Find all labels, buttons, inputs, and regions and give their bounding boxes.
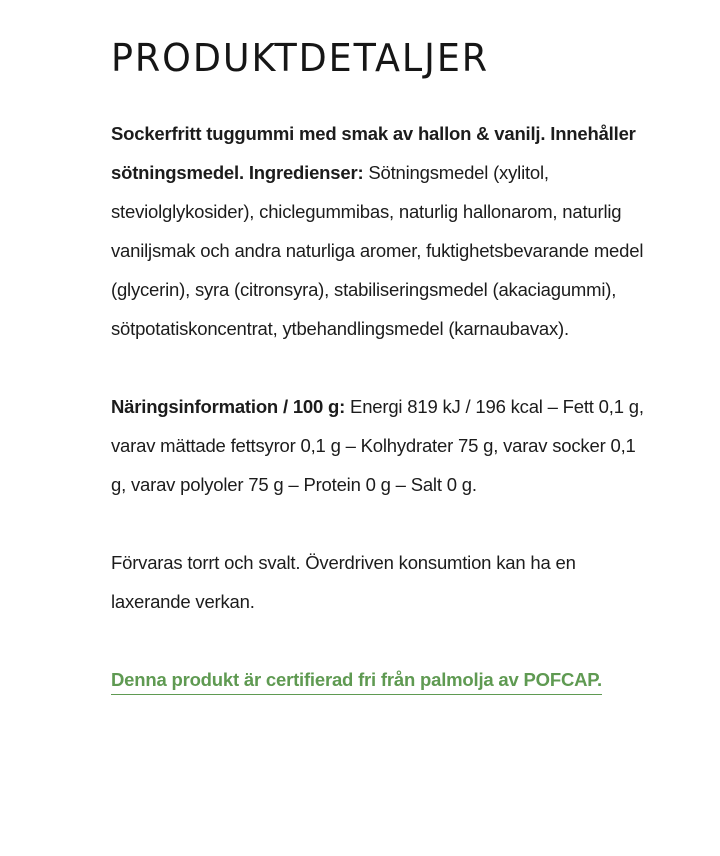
section-title: PRODUKTDETALJER	[111, 36, 490, 80]
product-lead: Sockerfritt tuggummi med smak av hallon & vanilj.	[111, 123, 546, 144]
storage-paragraph: Förvaras torrt och svalt. Överdriven konsumtion kan ha en laxerande verkan.	[111, 552, 576, 612]
ingredients-text: Sötningsmedel (xylitol, steviolglykosider), chiclegummibas, naturlig hallonarom, naturlig vaniljsmak och andra naturliga aromer, fuktighetsbevarande medel (glycerin), syra (citronsyra), stabiliseringsmedel (akaciagummi), sötpotatiskoncentrat, ytbehandlingsmedel (karnaubavax).	[111, 162, 644, 339]
nutrition-text: Energi 819 kJ / 196 kcal – Fett 0,1 g, varav mättade fettsyror 0,1 g – Kolhydrater 75 g, varav socker 0,1 g, varav polyoler 75 g – Protein 0 g – Salt 0 g.	[111, 396, 644, 495]
ingredients-label: Innehåller sötningsmedel. Ingredienser:	[111, 123, 636, 183]
certification-paragraph	[111, 660, 651, 699]
nutrition-paragraph	[111, 387, 651, 504]
product-details	[111, 32, 651, 718]
nutrition-label: Näringsinformation / 100 g:	[111, 396, 346, 417]
ingredients-paragraph	[111, 114, 651, 348]
palm-oil-certification-link[interactable]: Denna produkt är certifierad fri från palmolja av POFCAP.	[111, 669, 602, 690]
